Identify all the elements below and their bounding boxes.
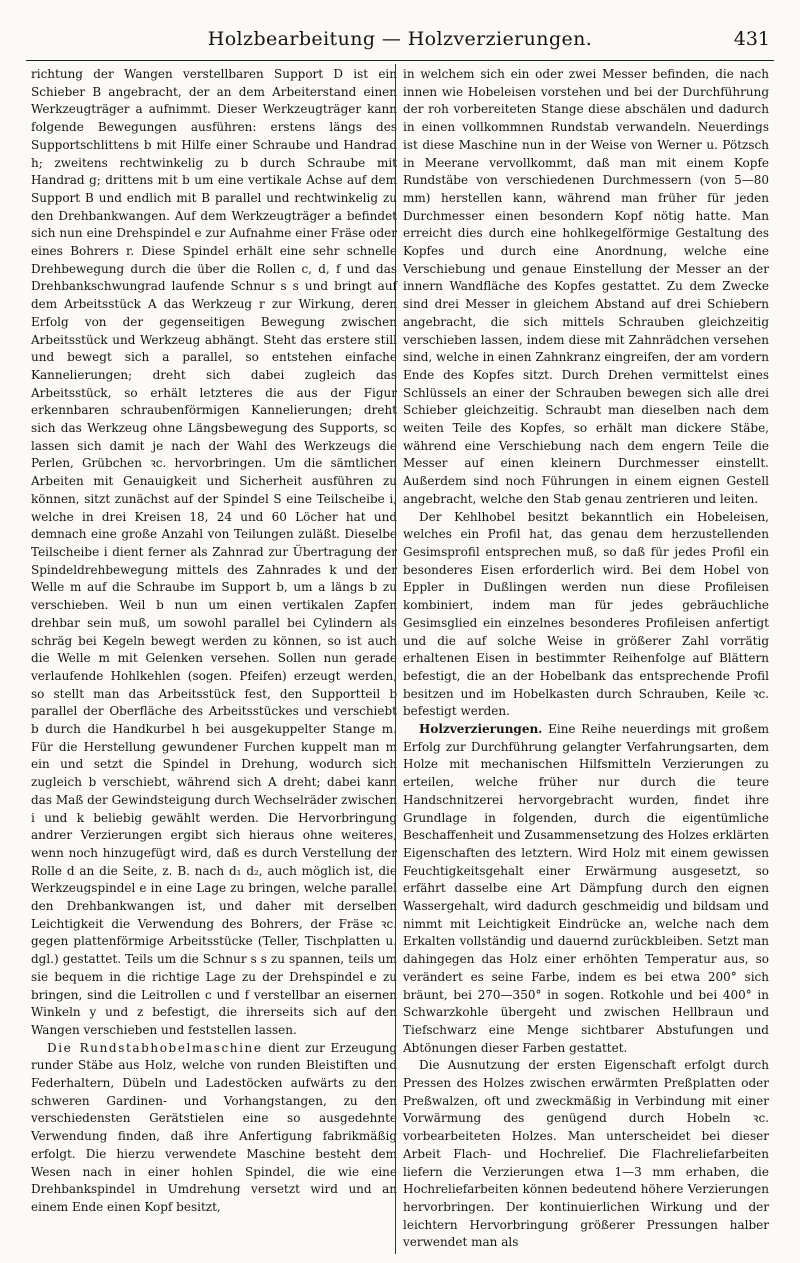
paragraph-support-mechanism: richtung der Wangen verstellbaren Support D ist ein Schieber B angebracht, der an dem Arbeiterstand einen Werkzeugträger a aufnimmt. Dieser Werkzeugträger kann folgende Bewegungen ausführen: erstens längs des Supportschlittens b mit Hilfe einer Schraube und Handrad h; zweitens rechtwinkelig zu b durch Schraube mit Handrad g; drittens mit b um eine vertikale Achse auf dem Support B und endlich mit B parallel und rechtwinkelig zu den Drehbankwangen. Auf dem Werkzeugträger a befindet sich nun eine Drehspindel e zur Aufnahme einer Fräse oder eines Bohrers r. Diese Spindel erhält eine sehr schnelle Drehbewegung durch die über die Rollen c, d, f und das Drehbankschwungrad laufende Schnur s s und bringt auf dem Arbeitsstück A das Werkzeug r zur Wirkung, deren Erfolg von der gegenseitigen Bewegung zwischen Arbeitsstück und Werkzeug abhängt. Steht das erstere still und bewegt sich a parallel, so entstehen einfache Kannelierungen; dreht sich dabei zugleich das Arbeitsstück, so erhält letzteres die aus der Figur erkennbaren schraubenförmigen Kannelierungen; dreht sich das Werkzeug ohne Längsbewegung des Supports, so lassen sich damit je nach der Wahl des Werkzeugs die Perlen, Grübchen ꝛc. hervorbringen. Um die sämtlichen Arbeiten mit Genauigkeit und Sicherheit ausführen zu können, sitzt zunächst auf der Spindel S eine Teilscheibe i, welche in drei Kreisen 18, 24 und 60 Löcher hat und demnach eine große Anzahl von Teilungen zuläßt. Dieselbe Teilscheibe i dient ferner als Zahnrad zur Übertragung der Spindeldrehbewegung mittels des Zahnrades k und der Welle m auf die Schraube im Support b, um a längs b zu verschieben. Weil b nun um einen vertikalen Zapfen drehbar sein muß, um sowohl parallel bei Cylindern als schräg bei Kegeln bewegt werden zu können, so ist auch die Welle m mit Gelenken versehen. Sollen nun gerade verlaufende Hohlkehlen (sogen. Pfeifen) erzeugt werden, so stellt man das Arbeitsstück fest, den Supportteil b parallel der Oberfläche des Arbeitsstückes und verschiebt b durch die Handkurbel h bei ausgekuppelter Stange m. Für die Herstellung gewundener Furchen kuppelt man m ein und setzt die Spindel in Drehung, wodurch sich zugleich b verschiebt, während sich A dreht; dabei kann das Maß der Gewindsteigung durch Wechselräder zwischen i und k beliebig gewählt werden. Die Hervorbringung andrer Verzierungen ergibt sich hieraus ohne weiteres, wenn noch hinzugefügt wird, daß es durch Verstellung der Rolle d an die Seite, z. B. nach d₁ d₂, auch möglich ist, die Werkzeugspindel e in eine Lage zu bringen, welche parallel den Drehbankwangen ist, und daher mit derselben Leichtigkeit die Verwendung des Bohrers, der Fräse ꝛc. gegen plattenförmige Arbeitsstücke (Teller, Tischplatten u. dgl.) gestattet. Teils um die Schnur s s zu spannen, teils um sie bequem in die richtige Lage zu der Drehspindel e zu bringen, sind die Leitrollen c und f verstellbar an eisernen Winkeln y und z befestigt, die ihrerseits sich auf den Wangen verschieben und feststellen lassen.: [31, 67, 397, 1037]
left-column: [31, 66, 397, 1217]
paragraph-kehlhobel: Der Kehlhobel besitzt bekanntlich ein Hobeleisen, welches ein Profil hat, das genau dem herzustellenden Gesimsprofil entsprechen muß, so daß für jedes Profil ein besonderes Eisen erforderlich wird. Bei dem Hobel von Eppler in Dußlingen werden nun diese Profileisen kombiniert, indem man für jedes gebräuchliche Gesimsglied ein einzelnes besonderes Profileisen anfertigt und die auf solche Weise in größerer Zahl vorrätig erhaltenen Eisen in bestimmter Reihenfolge auf Blättern befestigt, die an der Hobelbank das entsprechende Profil besitzen und im Hobelkasten durch Schrauben, Keile ꝛc. befestigt werden.: [403, 509, 769, 719]
running-head: [26, 28, 774, 58]
section-heading-holzverzierungen: Holzverzierungen.: [419, 722, 543, 737]
paragraph-rundstabhobelmaschine: [31, 1040, 397, 1217]
paragraph-ausnutzung: Die Ausnutzung der ersten Eigenschaft erfolgt durch Pressen des Holzes zwischen erwärmten Preßplatten oder Preßwalzen, oft und zweckmäßig in Verbindung mit einer Vorwärmung des genügend durch Hobeln ꝛc. vorbearbeiteten Holzes. Man unterscheidet bei dieser Arbeit Flach- und Hochrelief. Die Flachreliefarbeiten liefern die Verzierungen etwa 1—3 mm erhaben, die Hochreliefarbeiten können bedeutend höhere Verzierungen hervorbringen. Der kontinuierlichen Wirkung und der leichtern Hervorbringung größerer Pressungen halber verwendet man als: [403, 1058, 769, 1250]
page-title: Holzbearbeitung — Holzverzierungen.: [207, 28, 593, 50]
page-number: 431: [733, 28, 770, 50]
paragraph-messerkopf: in welchem sich ein oder zwei Messer befinden, die nach innen wie Hobeleisen vorstehen und bei der Durchführung der roh vorbereiteten Stange diese abschälen und dadurch in einen vollkommnen Rundstab verwandeln. Neuerdings ist diese Maschine nun in der Weise von Werner u. Pötzsch in Meerane vervollkommt, daß man mit einem Kopfe Rundstäbe von verschiedenen Durchmessern (von 5—80 mm) herstellen kann, während man früher für jeden Durchmesser einen besondern Kopf nötig hatte. Man erreicht dies durch eine hohlkegelförmige Gestaltung des Kopfes und durch eine Anordnung, welche eine Verschiebung und genaue Einstellung der Messer an der innern Wandfläche des Kopfes gestattet. Zu dem Zwecke sind drei Messer in gleichem Abstand auf drei Schiebern angebracht, die sich mittels Schrauben gleichzeitig verschieben lassen, indem diese mit Zahnrädchen versehen sind, welche in einen Zahnkranz eingreifen, der am vordern Ende des Kopfes sitzt. Durch Drehen vermittelst eines Schlüssels an einer der Schrauben bewegen sich alle drei Schieber gleichzeitig. Schraubt man dieselben nach dem weiten Teile des Kopfes, so erhält man dickere Stäbe, während eine Verschiebung nach dem engern Teile die Messer auf einen kleinern Durchmesser einstellt. Außerdem sind noch Führungen in einem eignen Gestell angebracht, welche den Stab genau zentrieren und leiten.: [403, 67, 769, 506]
right-column: [403, 66, 769, 1252]
column-divider: [395, 64, 396, 1254]
paragraph-holzverzierungen-text: Eine Reihe neuerdings mit großem Erfolg zur Durchführung gelangter Verfahrungsarten, dem Holze mit mechanischen Hilfsmitteln Verzierungen zu erteilen, welche früher nur durch die teure Handschnitzerei hervorgebracht wurden, findet ihre Grundlage in folgenden, durch die eigentümliche Beschaffenheit und Zusammensetzung des Holzes erklärten Eigenschaften des letztern. Wird Holz mit einem gewissen Feuchtigkeitsgehalt einer Erwärmung ausgesetzt, so erfährt dasselbe eine Art Dämpfung durch den eignen Wassergehalt, wird dadurch geschmeidig und bildsam und nimmt mit Leichtigkeit Eindrücke an, welche nach dem Erkalten vollständig und dauernd zurückbleiben. Setzt man dahingegen das Holz einer erhöhten Temperatur aus, so verändert es seine Farbe, indem es bei etwa 200° sich bräunt, bei 270—350° in sogen. Rotkohle und bei 400° in Schwarzkohle übergeht und zwischen Hellbraun und Tiefschwarz eine Menge sichtbarer Abstufungen und Abtönungen dieser Farben gestattet.: [403, 722, 769, 1055]
header-rule: [26, 60, 774, 61]
paragraph-rundstab-text: dient zur Erzeugung runder Stäbe aus Holz, welche von runden Bleistiften und Federhaltern, Dübeln und Ladestöcken aufwärts zu den schweren Gardinen- und Vorhangstangen, zu den verschiedensten Gerätstielen eine so ausgedehnte Verwendung finden, daß ihre Anfertigung fabrikmäßig erfolgt. Die hierzu verwendete Maschine besteht dem Wesen nach in einer hohlen Spindel, die wie eine Drehbankspindel in Umdrehung versetzt wird und an einem Ende einen Kopf besitzt,: [31, 1040, 397, 1214]
term-rundstabhobelmaschine: Die Rundstabhobelmaschine: [47, 1040, 263, 1055]
paragraph-holzverzierungen: [403, 721, 769, 1057]
